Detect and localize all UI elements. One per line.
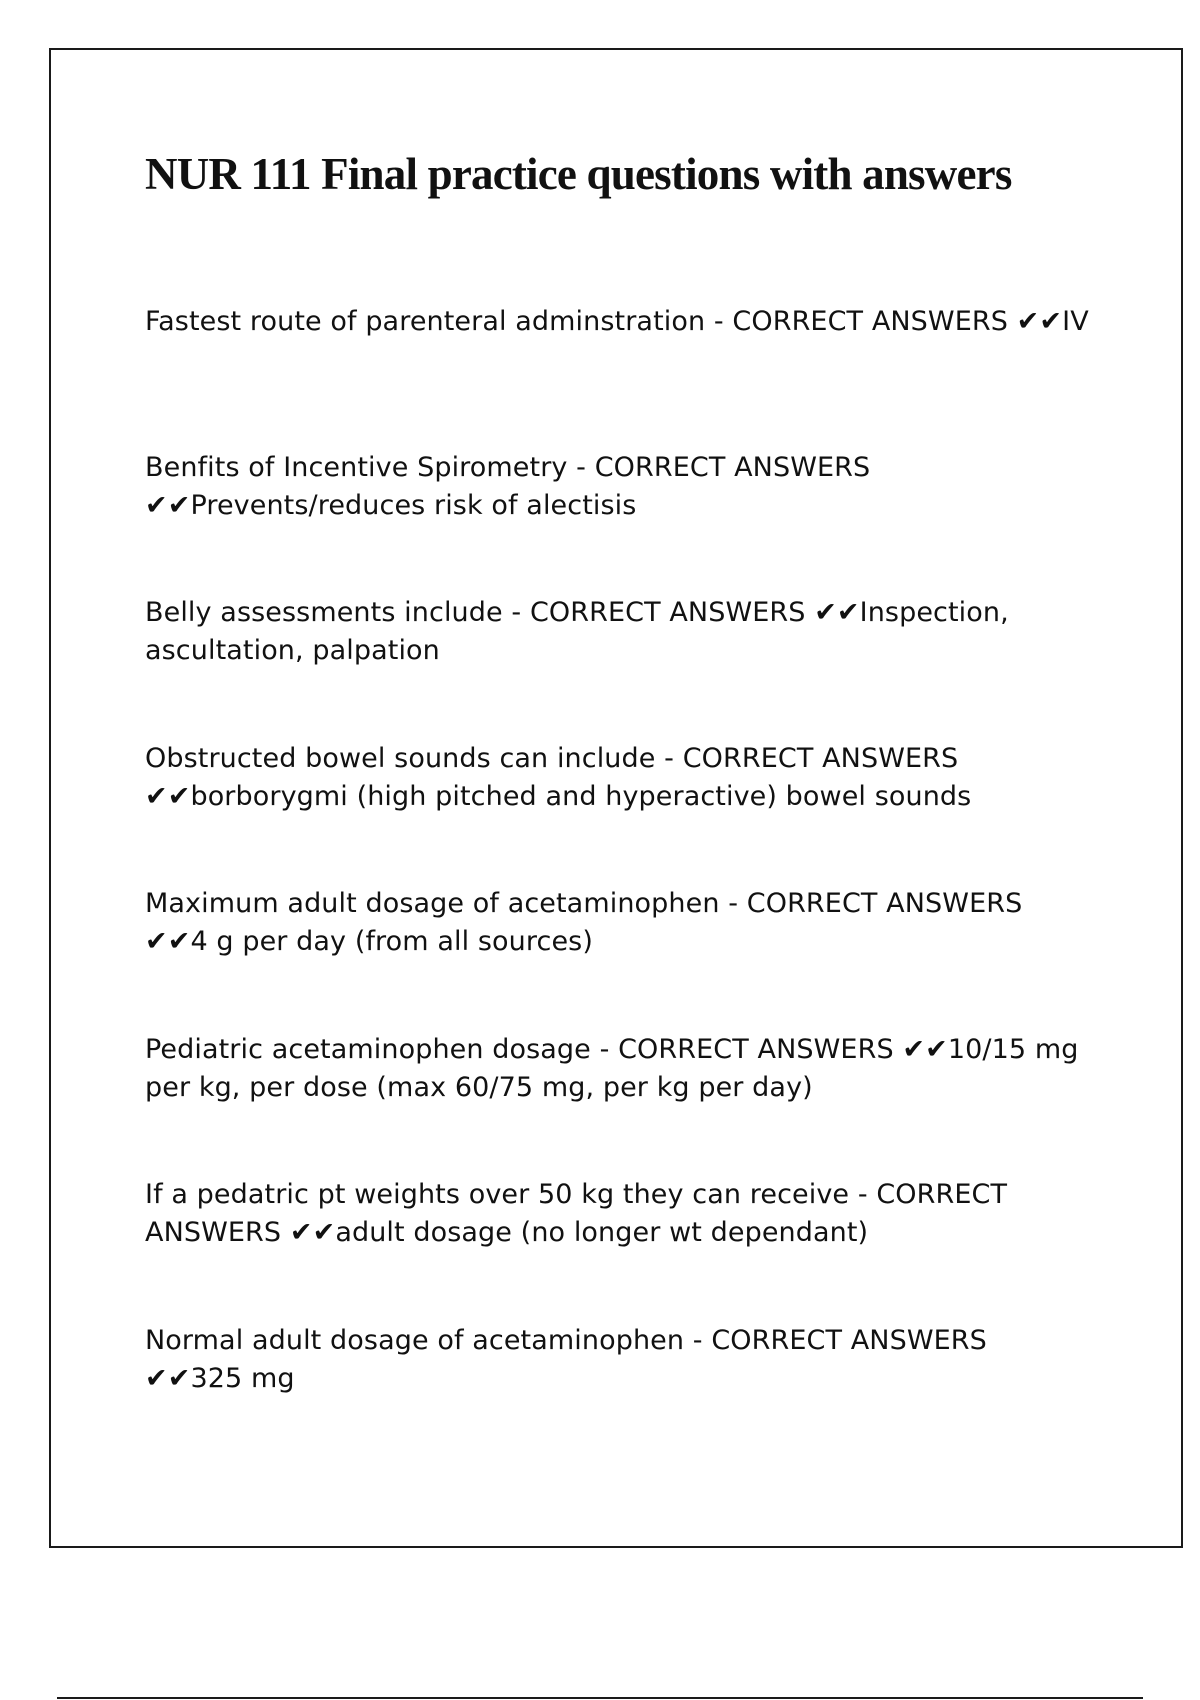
double-check-icon: ✔✔ bbox=[145, 926, 191, 957]
qa-item-6 bbox=[145, 1031, 1090, 1177]
qa-item-8 bbox=[145, 1322, 1090, 1468]
question-text: Pediatric acetaminophen dosage bbox=[145, 1033, 591, 1065]
separator: - bbox=[502, 597, 530, 628]
double-check-icon: ✔✔ bbox=[805, 597, 860, 628]
separator: - bbox=[684, 1324, 712, 1356]
separator: - bbox=[849, 1179, 877, 1210]
qa-item-5 bbox=[145, 885, 1090, 1031]
qa-item-2 bbox=[145, 449, 1090, 595]
question-text: Normal adult dosage of acetaminophen bbox=[145, 1324, 685, 1356]
correct-answers-label: CORRECT ANSWERS bbox=[746, 888, 1023, 919]
qa-item-4 bbox=[145, 740, 1090, 886]
answer-text: 4 g per day (from all sources) bbox=[190, 926, 593, 957]
double-check-icon: ✔✔ bbox=[145, 489, 191, 521]
question-text: Obstructed bowel sounds can include bbox=[145, 742, 656, 774]
double-check-icon: ✔✔ bbox=[145, 780, 191, 812]
answer-text: borborygmi (high pitched and hyperactive) bowel sounds bbox=[190, 780, 972, 812]
double-check-icon: ✔✔ bbox=[281, 1217, 336, 1248]
qa-item-7 bbox=[145, 1176, 1090, 1322]
separator: - bbox=[719, 888, 747, 919]
document-title: NUR 111 Final practice questions with answers bbox=[145, 149, 1012, 199]
question-text: Belly assessments include bbox=[145, 597, 503, 628]
separator: - bbox=[705, 306, 733, 337]
separator: - bbox=[567, 451, 595, 483]
double-check-icon: ✔✔ bbox=[145, 1362, 191, 1394]
question-text: Benfits of Incentive Spirometry bbox=[145, 451, 568, 483]
correct-answers-label: CORRECT ANSWERS bbox=[529, 597, 806, 628]
question-text: Maximum adult dosage of acetaminophen bbox=[145, 888, 720, 919]
double-check-icon: ✔✔ bbox=[893, 1033, 948, 1065]
correct-answers-label: CORRECT ANSWERS bbox=[682, 742, 959, 774]
answer-text: 10/15 mg per kg, per dose (max 60/75 mg, per kg per day) bbox=[145, 1033, 1079, 1103]
qa-list bbox=[145, 303, 1090, 1467]
separator: - bbox=[655, 742, 683, 774]
footer-rule bbox=[57, 1697, 1143, 1699]
correct-answers-label: CORRECT ANSWERS bbox=[618, 1033, 894, 1065]
question-text: Fastest route of parenteral adminstration bbox=[145, 306, 706, 337]
qa-item-3 bbox=[145, 594, 1090, 740]
qa-item-1 bbox=[145, 303, 1090, 449]
question-text: If a pedatric pt weights over 50 kg they can receive bbox=[145, 1179, 850, 1210]
answer-text: IV bbox=[1062, 306, 1089, 337]
correct-answers-label: CORRECT ANSWERS bbox=[732, 306, 1008, 337]
answer-text: adult dosage (no longer wt dependant) bbox=[335, 1217, 869, 1248]
answer-text: Inspection, ascultation, palpation bbox=[145, 597, 1009, 666]
double-check-icon: ✔✔ bbox=[1007, 306, 1063, 337]
correct-answers-label: CORRECT ANSWERS bbox=[145, 1179, 1008, 1248]
correct-answers-label: CORRECT ANSWERS bbox=[711, 1324, 987, 1356]
answer-text: Prevents/reduces risk of alectisis bbox=[190, 489, 637, 521]
separator: - bbox=[590, 1033, 619, 1065]
answer-text: 325 mg bbox=[190, 1362, 295, 1394]
correct-answers-label: CORRECT ANSWERS bbox=[594, 451, 871, 483]
